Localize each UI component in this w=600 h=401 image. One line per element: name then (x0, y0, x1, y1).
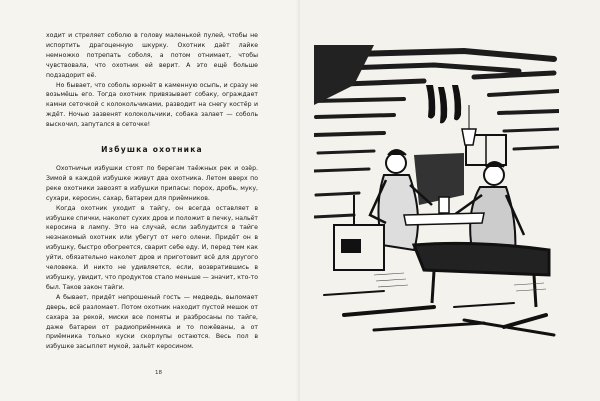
hanging-pelts (426, 85, 461, 123)
hunters-cabin-illustration (314, 45, 559, 345)
text-block-section (46, 164, 258, 352)
text-block-top (46, 31, 258, 130)
paragraph: Но бывает, что соболь юркнёт в каменную осыпь, и сразу не возьмёшь его. Тогда охотник привязывает собаку, ограждает камни сеточкой с колокольчиками, разводит на снегу костёр и ждёт. Ночью зазвенят колокольчики, собака залает — соболь выскочил, запутался в сеточке! (46, 81, 258, 129)
paragraph: А бывает, придёт непрошеный гость — медведь, выломает дверь, всё разломает. Потом охотник находит пустой мешок от сахара за рекой, миски все помяты и разбросаны по тайге, даже батареи от радиоприёмника и то пожёваны, а от приёмника только куски скорлупы остаются. Весь пол в избушке засыплет мукой, зальёт керосином. (46, 293, 258, 351)
paragraph: ходит и стреляет соболю в голову маленькой пулей, чтобы не испортить драгоценную шкурку. Охотник даёт лайке немножко потрепать соболя, а потом отнимает, чтобы чувствовала, что охотник ей верит. А это ещё больше подзадорит её. (46, 32, 258, 79)
section-title: Избушка охотника (101, 145, 203, 154)
paragraph: Охотничьи избушки стоят по берегам таёжных рек и озёр. Зимой в каждой избушке живут два охотника. Летом вверх по реке охотники завозят в избушки припасы: порох, дробь, муку, сухари, керосин, сахар, батареи для приёмников. (46, 165, 258, 202)
paragraph: Когда охотник уходит в тайгу, он всегда оставляет в избушке спички, наколет сухих дров и положит в печку, нальёт керосина в лампу. Это на случай, если заблудится в тайге незнакомый охотник или убегут от него олени. Придёт он в избушку, быстро обогреется, сварит себе еду. И, перед тем как уйти, обязательно наколет дров и приготовит всё для другого человека. И никто не удивляется, если, возвратившись в избушку, увидит, что продуктов стало меньше — значит, кто-то был. Таков закон тайги. (46, 204, 258, 291)
page-number: 18 (155, 370, 162, 376)
